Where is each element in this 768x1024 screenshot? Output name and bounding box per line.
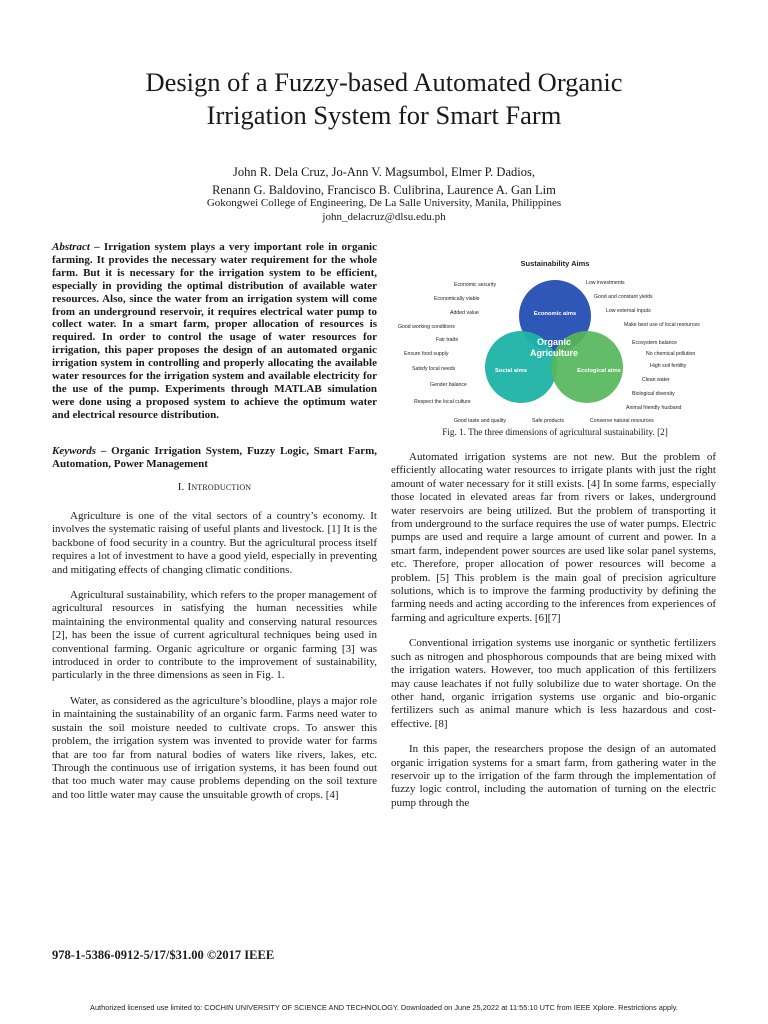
isbn-copyright: 978-1-5386-0912-5/17/$31.00 ©2017 IEEE xyxy=(52,948,275,962)
affiliation-block xyxy=(120,196,648,224)
right-paragraph-2: Conventional irrigation systems use inorganic or synthetic fertilizers such as nitrogen and phosphorous compounds that are being mixed with the irrigation waters. However, too much application of this fertilizers may cause leachates if not fully solubilize due to water shortage. On the other hand, organic irrigation systems use organic and bio-organic fertilizers such as animal manure which is less hazardous and cost-effective. [8] xyxy=(391,637,716,730)
label-good-working-conditions: Good working conditions xyxy=(398,324,455,330)
label-ecosystem-balance: Ecosystem balance xyxy=(632,340,677,346)
introduction-text xyxy=(52,510,377,814)
label-economically-viable: Economically viable xyxy=(434,296,480,302)
label-no-chemical-pollution: No chemical pollution xyxy=(646,351,696,357)
label-economic-security: Economic security xyxy=(454,282,497,288)
abstract xyxy=(52,241,377,422)
section-heading-introduction: I. Introduction xyxy=(177,481,252,493)
right-paragraph-3: In this paper, the researchers propose the design of an automated organic irrigation systems for a smart farm, from gathering water in the reservoir up to the irrigation of the farm through the implementation of fuzzy logic control, including the automation of turning on the electric pump through the xyxy=(391,743,716,809)
social-aims-label: Social aims xyxy=(495,368,527,374)
label-low-external-inputs: Low external inputs xyxy=(606,308,651,314)
keywords-label: Keywords xyxy=(52,445,96,457)
label-low-investments: Low investments xyxy=(586,280,625,286)
label-added-value: Added value xyxy=(450,310,479,316)
title-line-2: Irrigation System for Smart Farm xyxy=(206,100,562,130)
label-clean-water: Clean water xyxy=(642,377,670,383)
label-best-use-local-resources: Make best use of local resources xyxy=(624,322,700,328)
keywords-text: – Organic Irrigation System, Fuzzy Logic, Smart Farm, Automation, Power Management xyxy=(52,445,377,471)
label-animal-friendly-husband: Animal friendly husband xyxy=(626,405,682,411)
label-good-taste-quality: Good taste and quality xyxy=(454,418,506,424)
label-fair-trade: Fair trade xyxy=(436,337,459,343)
license-footer: Authorized licensed use limited to: COCHIN UNIVERSITY OF SCIENCE AND TECHNOLOGY. Downloaded on June 25,2022 at 11:55:10 UTC from IEEE Xplore. Restrictions apply. xyxy=(90,1003,678,1012)
label-gender-balance: Gender balance xyxy=(430,382,467,388)
figure-title: Sustainability Aims xyxy=(520,259,590,268)
author-list xyxy=(120,163,648,199)
abstract-label: Abstract xyxy=(52,241,90,253)
keywords xyxy=(52,445,377,471)
intro-paragraph-1: Agriculture is one of the vital sectors of a country’s economy. It involves the systematic raising of useful plants and livestock. [1] It is the backbone of food security in a country. But the agricultural process itself requires a lot of investment to have a good yield, especially in preventing and mitigating effects of changing climatic conditions. xyxy=(52,510,377,576)
intro-paragraph-2: Agricultural sustainability, which refers to the proper management of agricultural resources in satisfying the human necessities while maintaining the environmental quality and conserving natural resources [2], has been the issue of current agricultural techniques being used in conventional farming. Organic agriculture or organic farming [3] was introduced in order to contribute to the improvement of sustainability, particularly in the three dimensions as seen in Fig. 1. xyxy=(52,589,377,682)
author-email: john_delacruz@dlsu.edu.ph xyxy=(322,211,446,223)
title-line-1: Design of a Fuzzy-based Automated Organic xyxy=(145,67,623,97)
label-ensure-food-supply: Ensure food supply xyxy=(404,351,449,357)
paper-title xyxy=(60,66,708,132)
center-label-line-2: Agriculture xyxy=(529,348,579,358)
keywords-paragraph xyxy=(52,445,377,471)
authors-line-2: Renann G. Baldovino, Francisco B. Culibrina, Laurence A. Gan Lim xyxy=(212,183,556,197)
economic-aims-label: Economic aims xyxy=(533,311,577,317)
label-biological-diversity: Biological diversity xyxy=(632,391,675,397)
label-high-soil-fertility: High soil fertility xyxy=(650,363,687,369)
right-paragraph-1: Automated irrigation systems are not new. But the problem of efficiently allocating water resources to irrigate plants with just the right amount of water necessary for it still exists. [4] In some farms, especially those located in elevated areas far from rivers or lakes, underground water reservoirs are being utilized. But the problem of transporting it from underground to the surface requires the use of water pumps. Electric pumps are used and require a large amount of current and power. In a smart farm, independent power sources are used like solar panel systems, etc. Therefore, proper allocation of power resources will become a problem. [5] This problem is the main goal of precision agriculture solutions, which is to improve the farming productivity by defining the farming needs and acting according to the inferences from experiences of farming and agriculture experts. [6][7] xyxy=(391,451,716,624)
label-satisfy-local-needs: Satisfy local needs xyxy=(412,366,456,372)
figure-caption: Fig. 1. The three dimensions of agricultural sustainability. [2] xyxy=(442,427,668,437)
sustainability-venn-diagram xyxy=(394,254,716,426)
label-good-constant-yields: Good and constant yields xyxy=(594,294,653,300)
right-column-text xyxy=(391,451,716,822)
figure-sustainability-aims xyxy=(394,254,716,426)
label-conserve-natural-resources: Conserve natural resources xyxy=(590,418,654,424)
intro-paragraph-3: Water, as considered as the agriculture’s bloodline, plays a major role in maintaining the sustainability of an organic farm. Farms need water to sustain the soil moisture needed to cultivate crops. To answer this problem, the irrigation system was invented to provide water for farms that are too far from natural bodies of waters like rivers, lakes, etc. Through the continuous use of irrigation systems, it has been found out that too much water may cause problems depending on the soil texture and too little water may cause the unsuitable growth of crops. [4] xyxy=(52,694,377,801)
ecological-aims-label: Ecological aims xyxy=(577,368,621,374)
affiliation: Gokongwei College of Engineering, De La Salle University, Manila, Philippines xyxy=(206,197,562,209)
authors-line-1: John R. Dela Cruz, Jo-Ann V. Magsumbol, Elmer P. Dadios, xyxy=(233,165,535,179)
center-label-line-1: Organic xyxy=(536,337,572,347)
abstract-paragraph xyxy=(52,241,377,422)
label-respect-local-culture: Respect the local culture xyxy=(414,399,471,405)
abstract-text: – Irrigation system plays a very important role in organic farming. It provides the necessary water requirement for the whole farm. But it is necessary for the irrigation system to be efficient, especially in providing the optimal distribution of available water resources. Also, since the water from an irrigation system will come from an underground reservoir, it requires electrical water pump to collect water. In a smart farm, proper allocation of resources is required. In order to control the usage of water resources for irrigation, this paper proposes the design of an automated organic irrigation system in controlling and properly allocating the available water resources for the irrigation system and available electricity for the use of the pump. Experiments through MATLAB simulation were done using a proposed system to achieve the optimum water and electrical resource distribution. xyxy=(52,241,377,421)
label-safe-products: Safe products xyxy=(532,418,565,424)
